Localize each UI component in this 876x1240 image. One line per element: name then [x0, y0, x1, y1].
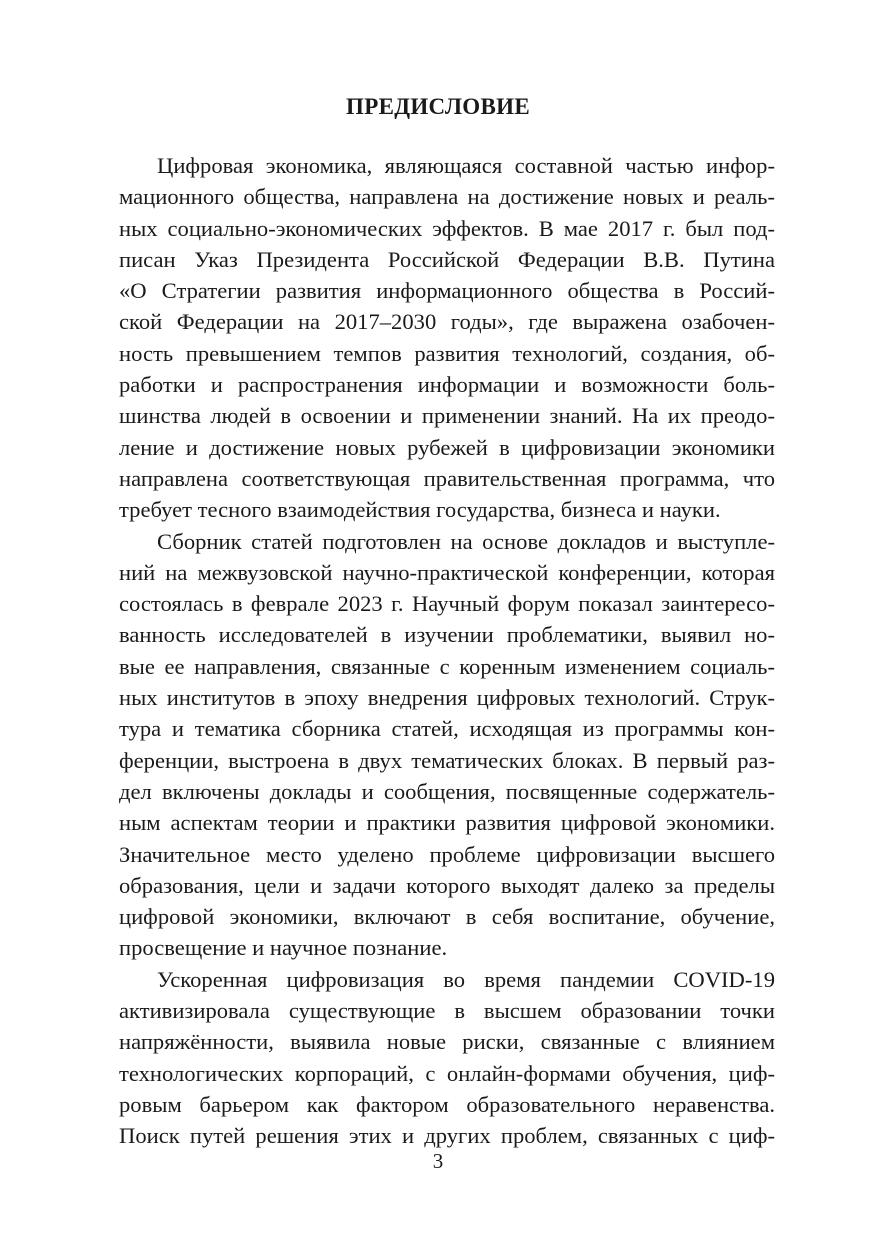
text-line: вые ее направления, связанные с коренным изменением социаль-: [119, 653, 775, 679]
paragraph-2: [119, 526, 775, 964]
text-line: состоялась в феврале 2023 г. Научный форум показал заинтересо-: [119, 591, 775, 617]
text-line: ской Федерации на 2017–2030 годы», где выражена озабочен-: [119, 309, 775, 335]
text-line: тура и тематика сборника статей, исходящая из программы кон-: [119, 716, 775, 742]
text-line: ных институтов в эпоху внедрения цифровых технологий. Струк-: [119, 685, 775, 711]
text-line: напряжённости, выявила новые риски, связанные с влиянием: [119, 1029, 775, 1055]
text-line: Поиск путей решения этих и других проблем, связанных с циф-: [119, 1123, 775, 1149]
paragraph-3: [119, 964, 775, 1152]
text-line: ванность исследователей в изучении проблематики, выявил но-: [119, 622, 775, 648]
text-line: направлена соответствующая правительственная программа, что: [119, 465, 775, 491]
paragraph-1: [119, 150, 775, 526]
text-line: Цифровая экономика, являющаяся составной частью инфор-: [157, 153, 775, 178]
text-line: ление и достижение новых рубежей в цифровизации экономики: [119, 434, 775, 460]
text-line: активизировала существующие в высшем образовании точки: [119, 998, 775, 1024]
text-line: «О Стратегии развития информационного общества в Россий-: [119, 278, 775, 304]
text-line: ференции, выстроена в двух тематических блоках. В первый раз-: [119, 747, 775, 773]
text-line: шинства людей в освоении и применении знаний. На их преодо-: [119, 403, 775, 429]
text-line: писан Указ Президента Российской Федерации В.В. Путина: [119, 246, 775, 272]
text-line: образования, цели и задачи которого выходят далеко за пределы: [119, 872, 775, 898]
text-line: работки и распространения информации и возможности боль-: [119, 372, 775, 398]
body-text: [119, 150, 775, 1152]
text-line: ний на межвузовской научно-практической конференции, которая: [119, 559, 775, 585]
text-line: Ускоренная цифровизация во время пандемии COVID-19: [157, 966, 775, 992]
text-line: ность превышением темпов развития технологий, создания, об-: [119, 340, 775, 366]
page-number: 3: [432, 1149, 444, 1173]
text-line: ным аспектам теории и практики развития цифровой экономики.: [119, 810, 775, 836]
text-line: ных социально-экономических эффектов. В мае 2017 г. был под-: [119, 215, 775, 241]
text-line: мационного общества, направлена на достижение новых и реаль-: [119, 184, 775, 210]
text-line: Значительное место уделено проблеме цифровизации высшего: [119, 841, 775, 867]
text-line: Сборник статей подготовлен на основе докладов и выступле-: [157, 528, 775, 554]
text-line: цифровой экономики, включают в себя воспитание, обучение,: [119, 904, 775, 930]
text-line: просвещение и научное познание.: [119, 935, 448, 961]
text-line: требует тесного взаимодействия государства, бизнеса и науки.: [119, 497, 721, 523]
page-title: ПРЕДИСЛОВИЕ: [346, 94, 530, 119]
text-line: дел включены доклады и сообщения, посвященные содержатель-: [119, 778, 775, 804]
text-line: ровым барьером как фактором образовательного неравенства.: [119, 1091, 775, 1117]
text-line: технологических корпораций, с онлайн-формами обучения, циф-: [119, 1060, 775, 1086]
